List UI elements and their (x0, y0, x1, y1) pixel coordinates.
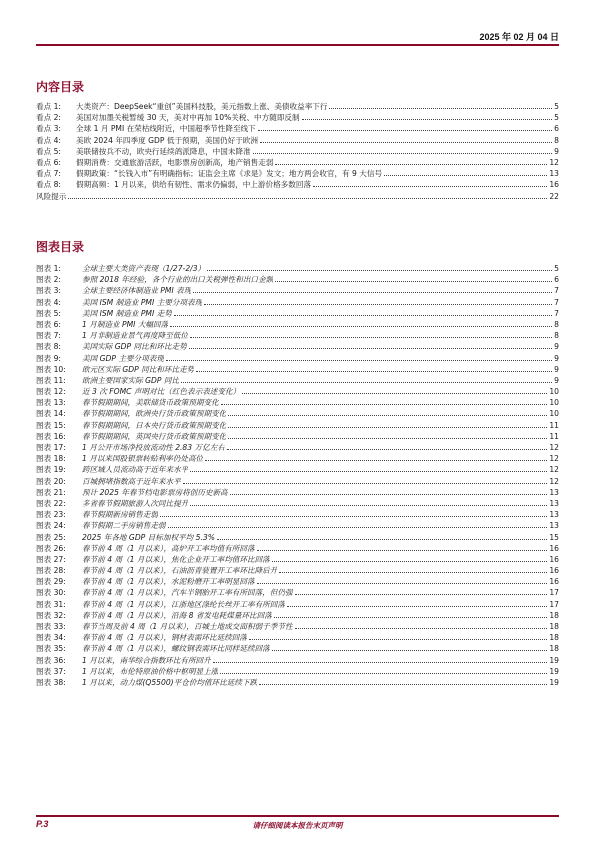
figure-entry-label: 图表 25: (36, 532, 66, 542)
figure-entry-page: 10 (549, 409, 559, 419)
figure-entry-label: 图表 2: (36, 275, 61, 285)
figure-entry[interactable] (36, 330, 559, 341)
figure-entry-label: 图表 1: (36, 264, 61, 273)
figure-entry[interactable] (36, 655, 559, 666)
figure-entry-text: 美国 ISM 制造业 PMI 主要分项表现 (82, 297, 203, 307)
figure-entry-page: 7 (554, 308, 559, 318)
figure-entry[interactable] (36, 397, 559, 408)
figure-entry-page: 16 (549, 543, 559, 553)
figure-entry-text: 春节前 4 周（1 月以来），水泥粉磨开工率明显回落 (82, 577, 255, 587)
figure-entry-text: 1 月以来国股银票转贴利率仍处高位 (82, 454, 204, 464)
figure-entry-text: 1 月以来，南华综合指数环比有所回升 (82, 655, 211, 665)
contents-entry[interactable] (36, 179, 559, 190)
contents-entry-page: 22 (549, 191, 559, 201)
figure-entry[interactable] (36, 274, 559, 285)
figure-entry[interactable] (36, 520, 559, 531)
figure-entry-page: 18 (549, 644, 559, 654)
figure-entry-page: 6 (554, 275, 559, 285)
contents-entry-text: 假期消费：交通旅游活跃，电影票房创新高，地产销售走弱 (76, 157, 274, 167)
figure-entry-text: 春节前 4 周（1 月以来），钢材表需环比延续回落 (82, 633, 247, 643)
page-number: P.3 (36, 819, 49, 829)
dot-leader (168, 527, 548, 528)
figure-entry[interactable] (36, 364, 559, 375)
contents-entry[interactable] (36, 101, 559, 112)
dot-leader (295, 594, 548, 595)
contents-entry-label: 看点 7: (36, 169, 61, 179)
contents-entry[interactable] (36, 135, 559, 146)
figure-entry[interactable] (36, 431, 559, 442)
figure-entry-label: 图表 13: (36, 398, 66, 408)
contents-entry[interactable] (36, 146, 559, 157)
contents-entry-label: 看点 4: (36, 135, 61, 145)
dot-leader (174, 315, 552, 316)
contents-entry-page: 9 (554, 146, 559, 156)
dot-leader (275, 281, 552, 282)
contents-entry-label: 看点 6: (36, 157, 61, 167)
figure-entry[interactable] (36, 285, 559, 296)
contents-entry-page: 5 (554, 102, 559, 111)
figure-entry-page: 9 (554, 364, 559, 374)
dot-leader (313, 186, 547, 187)
dot-leader (287, 606, 547, 607)
figure-entry-label: 图表 4: (36, 297, 61, 307)
figure-entry[interactable] (36, 543, 559, 554)
figure-entry-text: 春节前 4 周（1 月以来），江浙地区涤纶长丝开工率有所回落 (82, 599, 285, 609)
figure-entry[interactable] (36, 308, 559, 319)
dot-leader (193, 292, 552, 293)
figure-entry[interactable] (36, 319, 559, 330)
dot-leader (204, 304, 552, 305)
dot-leader (190, 471, 547, 472)
figure-entry-label: 图表 26: (36, 543, 66, 553)
dot-leader (207, 270, 552, 271)
figure-entry-text: 春节前 4 周（1 月以来），汽车半钢胎开工率有所回落，但仍强 (82, 588, 293, 598)
figure-entry[interactable] (36, 263, 559, 274)
figure-entry-page: 9 (554, 375, 559, 385)
figure-entry-page: 11 (549, 420, 559, 430)
contents-entry-label: 看点 8: (36, 180, 61, 190)
figure-entry-label: 图表 28: (36, 566, 66, 576)
figure-entry-page: 12 (549, 476, 559, 486)
figure-entry-page: 10 (549, 398, 559, 408)
figure-entry-page: 13 (549, 510, 559, 520)
contents-entry-label: 看点 2: (36, 113, 61, 123)
dot-leader (190, 337, 552, 338)
dot-leader (68, 198, 547, 199)
figure-entry-page: 11 (549, 431, 559, 441)
dot-leader (205, 460, 547, 461)
figure-entry-text: 春节前 4 周（1 月以来），高炉开工率均值有所回落 (82, 543, 255, 553)
figure-entry-label: 图表 20: (36, 476, 66, 486)
figure-entry-label: 图表 38: (36, 677, 66, 687)
figure-entry[interactable] (36, 375, 559, 386)
contents-entry[interactable] (36, 112, 559, 123)
figure-entry-page: 7 (554, 297, 559, 307)
dot-leader (228, 415, 547, 416)
figure-entry-page: 16 (549, 577, 559, 587)
figure-entry-label: 图表 36: (36, 655, 66, 665)
header-divider (36, 44, 559, 46)
contents-entry[interactable] (36, 168, 559, 179)
contents-entry-text: 美欧 2024 年四季度 GDP 低于预期，美国仍好于欧洲 (76, 135, 258, 145)
figure-entry[interactable] (36, 386, 559, 397)
figure-entry-text: 2025 年各地 GDP 目标加权平均 5.3% (82, 532, 215, 542)
figure-entry[interactable] (36, 453, 559, 464)
figure-entry-text: 近 3 次 FOMC 声明对比（红色表示表述变化） (82, 387, 241, 397)
figure-entry-text: 春节当周及前 4 周（1 月以来），百城土地成交面积弱于季节性 (82, 622, 293, 631)
figure-entry-text: 1 月公开市场净投放流动性 2.83 万亿左右 (82, 443, 225, 452)
figure-entry-page: 16 (549, 554, 559, 564)
figure-entry-label: 图表 10: (36, 364, 66, 374)
dot-leader (260, 142, 552, 143)
figure-entry[interactable] (36, 442, 559, 453)
figure-entry-text: 美国 ISM 制造业 PMI 走势 (82, 308, 172, 318)
figure-entry[interactable] (36, 599, 559, 610)
figure-entry-label: 图表 27: (36, 554, 66, 564)
dot-leader (196, 371, 552, 372)
figure-entry-label: 图表 31: (36, 599, 66, 609)
figure-entry-text: 欧元区实际 GDP 同比和环比走势 (82, 364, 195, 374)
figure-entry-page: 9 (554, 353, 559, 363)
figure-entry-page: 8 (554, 319, 559, 329)
figure-entry-text: 百城拥堵指数高于近年来水平 (82, 476, 181, 486)
disclaimer-note: 请仔细阅读本报告末页声明 (252, 821, 343, 830)
figure-entry[interactable] (36, 476, 559, 487)
contents-entry-text: 假期高频：1 月以来，供给有韧性、需求仍偏弱，中上游价格多数回落 (76, 180, 312, 190)
dot-leader (329, 108, 552, 109)
contents-entry-text: 假期政策：“长钱入市”有明确指标；证监会主席《求是》发文；地方两会收官，有 9 大信号 (76, 169, 383, 179)
dot-leader (275, 164, 547, 165)
figure-entry-text: 跨区域人员流动高于近年来水平 (82, 465, 189, 475)
figures-list (36, 263, 559, 688)
figure-entry-text: 参照 2018 年经验，各个行业的出口关税弹性和出口金额 (82, 275, 274, 285)
figure-entry[interactable] (36, 576, 559, 587)
figure-entry-label: 图表 9: (36, 353, 61, 363)
contents-entry-text: 全球 1 月 PMI 在荣枯线附近，中国超季节性降至线下 (76, 124, 256, 134)
figure-entry-page: 8 (554, 331, 559, 341)
figure-entry-label: 图表 29: (36, 577, 66, 587)
figure-entry-text: 春节假期期间，英国央行货币政策预期变化 (82, 431, 227, 441)
figure-entry-label: 图表 19: (36, 465, 66, 475)
figure-entry[interactable] (36, 297, 559, 308)
contents-entry-label: 看点 5: (36, 146, 61, 156)
figure-entry-label: 图表 16: (36, 431, 66, 441)
figure-entry[interactable] (36, 532, 559, 543)
figure-entry-page: 19 (549, 655, 559, 665)
figure-entry-label: 图表 35: (36, 644, 66, 654)
figure-entry-page: 18 (549, 622, 559, 631)
dot-leader (295, 628, 548, 629)
figure-entry[interactable] (36, 498, 559, 509)
contents-entry-text: 美国对加墨关税暂缓 30 天，美对中再加 10%关税、中方随即反制 (76, 113, 300, 123)
dot-leader (228, 427, 547, 428)
figure-entry-label: 图表 23: (36, 510, 66, 520)
dot-leader (253, 153, 553, 154)
figure-entry-label: 图表 33: (36, 622, 66, 631)
figure-entry[interactable] (36, 632, 559, 643)
figure-entry-label: 图表 30: (36, 588, 66, 598)
figure-entry-label: 图表 7: (36, 331, 61, 341)
figure-entry-page: 19 (549, 666, 559, 676)
contents-entry-page: 16 (549, 180, 559, 190)
contents-entry-text: 美联储按兵不动，欧央行延续鸽派降息，中国未降准 (76, 146, 251, 156)
figure-entry-text: 1 月制造业 PMI 大幅回落 (82, 319, 169, 329)
dot-leader (160, 516, 547, 517)
figure-entry-text: 全球主要大类资产表现（1/27-2/3） (82, 264, 206, 273)
figure-entry-page: 9 (554, 342, 559, 352)
dot-leader (272, 650, 548, 651)
dot-leader (272, 561, 548, 562)
figure-entry-label: 图表 24: (36, 521, 66, 531)
dot-leader (183, 483, 548, 484)
figure-entry-label: 图表 12: (36, 387, 66, 397)
figure-entry-label: 图表 15: (36, 420, 66, 430)
dot-leader (249, 639, 547, 640)
dot-leader (279, 572, 547, 573)
figure-entry-page: 12 (549, 465, 559, 475)
figure-entry-page: 15 (549, 532, 559, 542)
figure-entry-text: 预计 2025 年春节档电影票房将创历史新高 (82, 487, 228, 497)
report-date: 2025 年 02 月 04 日 (479, 32, 559, 42)
figure-entry[interactable] (36, 565, 559, 576)
contents-list (36, 101, 559, 202)
figure-entry[interactable] (36, 554, 559, 565)
contents-entry-text: 大类资产：DeepSeek“重创”美国科技股，美元指数上涨、美债收益率下行 (76, 102, 328, 111)
contents-entry-label: 看点 1: (36, 102, 61, 111)
figure-entry-label: 图表 18: (36, 454, 66, 464)
dot-leader (258, 130, 552, 131)
dot-leader (190, 505, 547, 506)
figure-entry[interactable] (36, 420, 559, 431)
contents-entry[interactable] (36, 191, 559, 202)
dot-leader (221, 404, 548, 405)
figure-entry-page: 10 (549, 387, 559, 397)
dot-leader (170, 326, 552, 327)
figure-entry-text: 多省春节假期旅游人次同比提升 (82, 498, 189, 508)
figure-entry-text: 1 月非制造业景气再度降至低位 (82, 331, 188, 341)
figure-entry-page: 17 (549, 599, 559, 609)
figure-entry-label: 图表 8: (36, 342, 61, 352)
dot-leader (227, 449, 547, 450)
figure-entry-page: 18 (549, 633, 559, 643)
figure-entry-page: 12 (549, 454, 559, 464)
figure-entry[interactable] (36, 610, 559, 621)
figure-entry-page: 5 (554, 264, 559, 273)
contents-entry-page: 6 (554, 124, 559, 134)
figure-entry-page: 12 (549, 443, 559, 452)
dot-leader (213, 662, 548, 663)
figure-entry[interactable] (36, 341, 559, 352)
footer-divider (36, 815, 559, 817)
contents-entry-page: 5 (554, 113, 559, 123)
contents-entry-page: 13 (549, 169, 559, 179)
dot-leader (302, 119, 553, 120)
dot-leader (189, 348, 552, 349)
figure-entry[interactable] (36, 353, 559, 364)
figure-entry[interactable] (36, 677, 559, 688)
figure-entry-text: 欧洲主要国家实际 GDP 同比 (82, 375, 180, 385)
figure-entry-label: 图表 17: (36, 443, 66, 452)
figure-entry-page: 17 (549, 588, 559, 598)
figure-entry[interactable] (36, 666, 559, 677)
figure-entry-label: 图表 22: (36, 498, 66, 508)
figure-entry-page: 16 (549, 566, 559, 576)
figure-entry-page: 7 (554, 286, 559, 296)
contents-entry-page: 12 (549, 157, 559, 167)
dot-leader (220, 673, 547, 674)
figure-entry-text: 美国 GDP 主要分项表现 (82, 353, 164, 363)
figure-entry-label: 图表 37: (36, 666, 66, 676)
figures-title: 图表目录 (36, 240, 85, 254)
figure-entry-text: 春节前 4 周（1 月以来），螺纹钢表需环比同样延续回落 (82, 644, 270, 654)
figure-entry-text: 春节前 4 周（1 月以来），沿海 8 省发电耗煤量环比回落 (82, 610, 272, 620)
figure-entry-text: 春节前 4 周（1 月以来），焦化企业开工率均值环比回落 (82, 554, 270, 564)
contents-entry[interactable] (36, 157, 559, 168)
contents-entry-page: 8 (554, 135, 559, 145)
figure-entry[interactable] (36, 509, 559, 520)
figure-entry[interactable] (36, 464, 559, 475)
figure-entry-page: 19 (549, 677, 559, 687)
figure-entry[interactable] (36, 487, 559, 498)
dot-leader (257, 583, 548, 584)
dot-leader (166, 360, 552, 361)
dot-leader (384, 175, 547, 176)
figure-entry-label: 图表 11: (36, 375, 66, 385)
figure-entry-page: 13 (549, 521, 559, 531)
figure-entry-label: 图表 6: (36, 319, 61, 329)
dot-leader (257, 550, 548, 551)
figure-entry-label: 图表 34: (36, 633, 66, 643)
figure-entry-label: 图表 21: (36, 487, 66, 497)
figure-entry-text: 美国实际 GDP 同比和环比走势 (82, 342, 187, 352)
dot-leader (274, 617, 548, 618)
figure-entry-page: 13 (549, 487, 559, 497)
figure-entry-text: 1 月以来，动力煤(Q5500)平仓价均值环比延续下跌 (82, 677, 258, 687)
dot-leader (230, 494, 548, 495)
dot-leader (228, 438, 547, 439)
contents-entry-label: 看点 3: (36, 124, 61, 134)
figure-entry-label: 图表 32: (36, 610, 66, 620)
contents-entry[interactable] (36, 123, 559, 134)
figure-entry-page: 18 (549, 610, 559, 620)
dot-leader (181, 382, 552, 383)
figure-entry-label: 图表 5: (36, 308, 61, 318)
figure-entry-text: 春节假期期间，日本央行货币政策预期变化 (82, 420, 227, 430)
dot-leader (259, 684, 547, 685)
figure-entry-page: 13 (549, 498, 559, 508)
figure-entry-text: 春节假期期间，美联储货币政策预期变化 (82, 398, 219, 408)
dot-leader (217, 539, 547, 540)
figure-entry-text: 春节前 4 周（1 月以来），石油沥青装置开工率环比降后升 (82, 566, 278, 576)
figure-entry[interactable] (36, 408, 559, 419)
figure-entry-text: 春节假期二手房销售走弱 (82, 521, 166, 531)
dot-leader (242, 393, 547, 394)
figure-entry-text: 春节假期期间，欧洲央行货币政策预期变化 (82, 409, 227, 419)
figure-entry-label: 图表 14: (36, 409, 66, 419)
figure-entry-label: 图表 3: (36, 286, 61, 296)
figure-entry[interactable] (36, 621, 559, 632)
figure-entry-text: 春节假期新房销售走弱 (82, 510, 158, 520)
figure-entry[interactable] (36, 643, 559, 654)
figure-entry-text: 全球主要经济体制造业 PMI 表现 (82, 286, 192, 296)
figure-entry-text: 1 月以来，布伦特原油价格中枢明显上涨 (82, 666, 219, 676)
contents-entry-text: 风险提示 (36, 191, 67, 201)
figure-entry[interactable] (36, 587, 559, 598)
contents-title: 内容目录 (36, 80, 85, 94)
